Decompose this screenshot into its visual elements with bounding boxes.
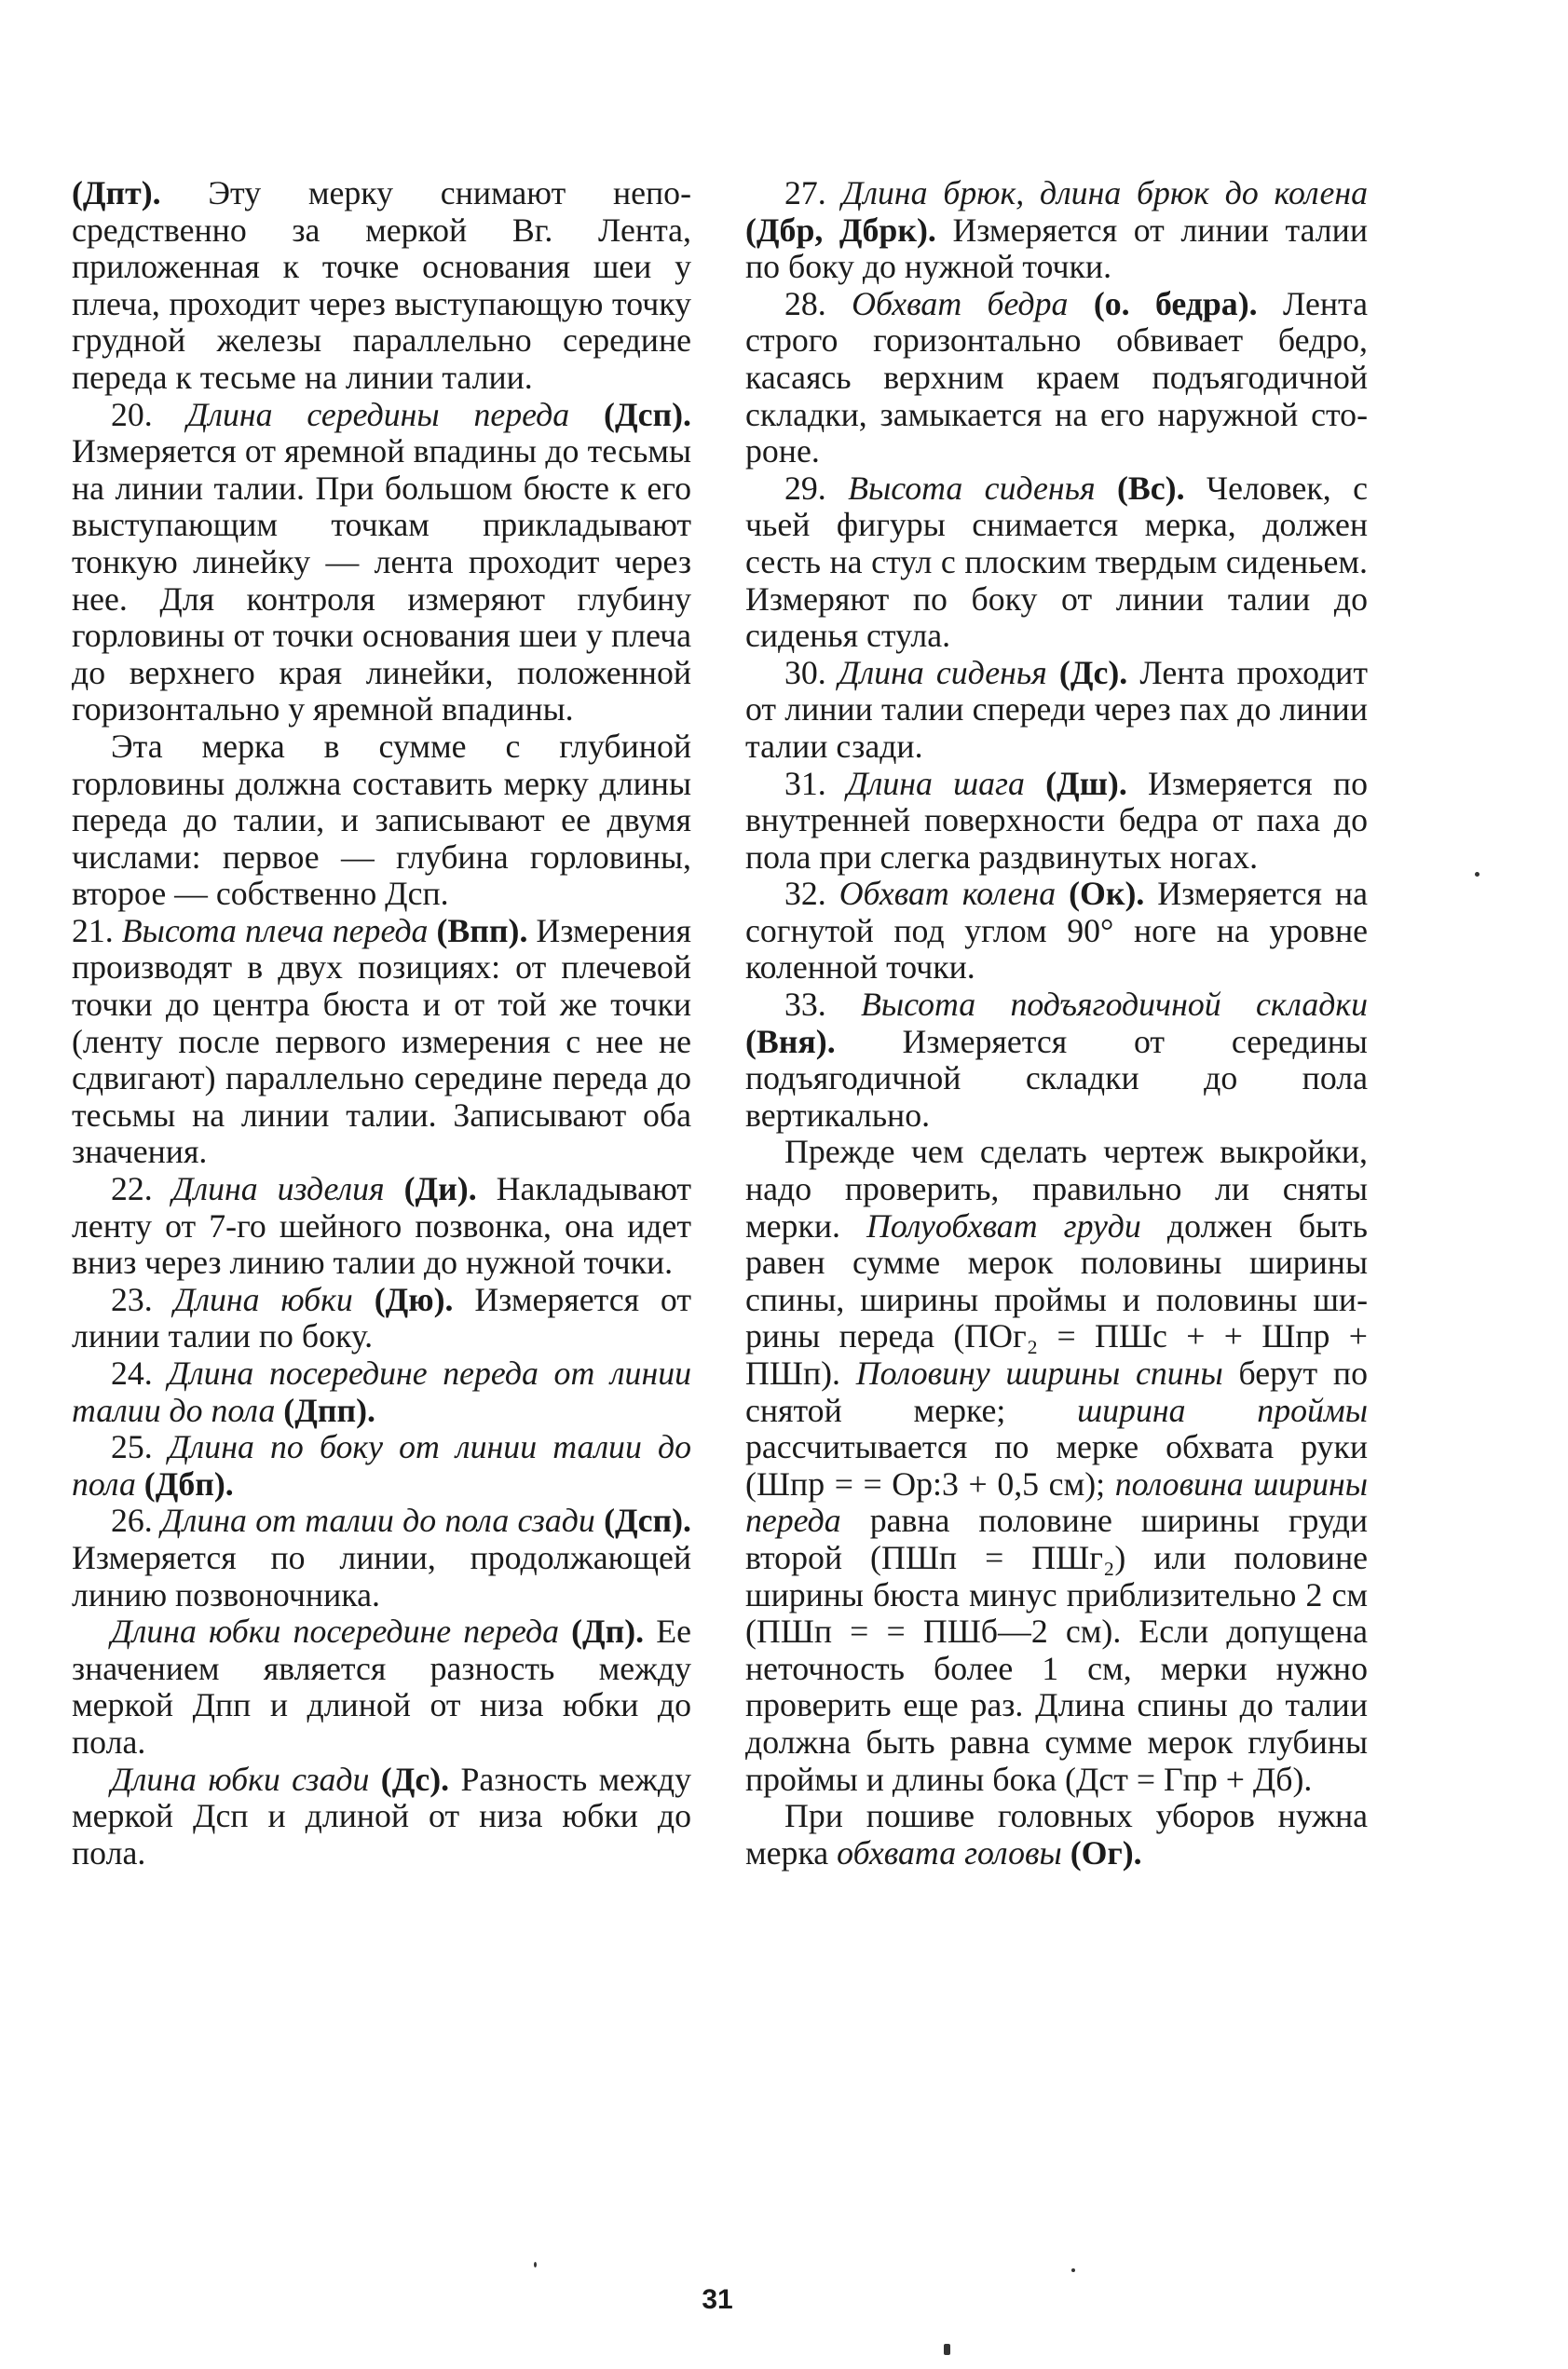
paragraph xyxy=(72,1503,691,1613)
measurement-code: (Ди). xyxy=(384,1170,477,1208)
paragraph xyxy=(745,286,1368,470)
text-run: Измеряется на согнутой под углом 90° ноге на уровне коленной точки. xyxy=(745,875,1368,987)
text-run: Измерения производят в двух позициях: от плечевой точки до центра бюста и от той же точки (ленту после первого измерения с нее не сдвигают) параллельно середине переда до тесьмы на линии талии. Записывают оба значения. xyxy=(72,911,692,1171)
text-run: 28. xyxy=(784,284,852,322)
text-run: Разность между меркой Дсп и длиной от низа юбки до пола. xyxy=(72,1760,691,1872)
right-column xyxy=(745,175,1368,1872)
scan-speck xyxy=(1071,2268,1075,2272)
measurement-term: Длина юбки сзади xyxy=(111,1760,370,1798)
measurement-code: (о. бедра). xyxy=(1068,284,1258,322)
scan-speck xyxy=(534,2262,537,2267)
text-run: 21. xyxy=(72,911,122,949)
text-run: 22. xyxy=(111,1170,172,1208)
text-run: 26. xyxy=(111,1502,162,1540)
measurement-term: обхвата головы xyxy=(837,1833,1062,1872)
measurement-code: (Вс). xyxy=(1095,469,1185,507)
scan-speck xyxy=(944,2344,950,2355)
text-run: Человек, с чьей фигуры снимается мерка, должен сесть на стул с плоским твердым сиденьем. Измеряют по боку от линии талии до сиденья стула. xyxy=(745,469,1369,655)
measurement-term: Высота подъягодичной складки xyxy=(861,986,1368,1024)
text-run: 20. xyxy=(111,395,187,433)
measurement-code: (Ок). xyxy=(1056,875,1145,913)
left-column xyxy=(72,175,691,1872)
measurement-code: (Дс). xyxy=(369,1760,450,1798)
measurement-term: Длина сиденья xyxy=(838,653,1047,691)
text-run: 30. xyxy=(784,653,839,691)
text-run: Измеряется по внутренней поверхности бедра от паха до пола при слегка раздвинутых ногах. xyxy=(745,764,1368,876)
paragraph xyxy=(745,1134,1368,1798)
text-run: рассчитывается по мерке обхвата руки (Шпр = = Ор:3 + 0,5 см); xyxy=(745,1428,1368,1503)
text-run: 24. xyxy=(111,1355,169,1392)
paragraph xyxy=(745,766,1368,877)
paragraph xyxy=(745,175,1368,286)
text-run: Ее значением является разность между меркой Дпп и длиной от низа юбки до пола. xyxy=(72,1613,691,1761)
measurement-code: (Дпт). xyxy=(72,174,161,211)
measurement-code: (Дю). xyxy=(352,1280,454,1318)
measurement-code: (Дп). xyxy=(558,1613,645,1651)
paragraph xyxy=(72,1355,691,1429)
text-run: 25. xyxy=(111,1428,169,1466)
text-run: Измеряется по линии, продолжающей линию позвоночника. xyxy=(72,1538,691,1613)
text-run: 31. xyxy=(784,764,847,802)
measurement-term: Обхват бедра xyxy=(852,284,1069,322)
text-run: Эту мерку снимают непосредственно за меркой Вг. Лента, приложенная к точке основания шеи у плеча, проходит через выступающую точку грудной железы параллельно середине переда к тесьме на линии талии. xyxy=(72,174,691,396)
text-run: Лента строго горизонтально обвивает бедро, касаясь верхним краем подъягодичной складки, замыкается на его наружной стороне. xyxy=(745,284,1368,470)
measurement-term: Длина изделия xyxy=(171,1170,385,1208)
measurement-code: (Дбр, Дбрк). xyxy=(745,211,936,249)
measurement-code: (Вня). xyxy=(745,1022,836,1060)
measurement-term: Длина посередине переда от линии талии до пола xyxy=(72,1355,692,1429)
paragraph xyxy=(745,655,1368,766)
paragraph xyxy=(72,1282,691,1355)
text-run: Измеряется от середины подъягодичной складки до пола вертикально. xyxy=(745,1022,1368,1134)
scan-speck xyxy=(1475,872,1479,877)
paragraph xyxy=(72,1613,691,1761)
paragraph xyxy=(745,470,1368,655)
measurement-code: (Дс). xyxy=(1046,653,1128,691)
text-run: Измеряется от линии талии по боку до нужной точки. xyxy=(745,211,1368,286)
text-run: Измеряется от линии талии по боку. xyxy=(72,1280,691,1355)
measurement-code: (Дпп). xyxy=(275,1391,375,1429)
paragraph xyxy=(745,1798,1368,1872)
text-run: Накладывают ленту от 7-го шейного позвонка, она идет вниз через линию талии до нужной точки. xyxy=(72,1170,691,1282)
measurement-term: Длина шага xyxy=(846,764,1025,802)
measurement-term: Длина середины переда xyxy=(186,395,570,433)
paragraph xyxy=(72,1429,691,1503)
measurement-term: Высота плеча переда xyxy=(121,911,429,949)
paragraph xyxy=(72,175,691,397)
text-run: Лента проходит от линии талии спереди через пах до линии талии сзади. xyxy=(745,653,1368,765)
text-run: 33. xyxy=(784,986,862,1024)
text-run: равна половине ширины груди второй (ПШп = ПШг₂) или половине ширины бюста минус приблизительно 2 см (ПШп = = ПШб—2 см). Если допущена неточность более 1 см, мерки нужно проверить еще раз. Длина спины до талии должна быть равна сумме мерок глубины проймы и длины бока (Дст = Гпр + Дб). xyxy=(745,1502,1368,1798)
paragraph xyxy=(72,1762,691,1872)
paragraph xyxy=(72,728,691,913)
measurement-term: Длина по боку от линии талии до пола xyxy=(72,1428,692,1503)
text-run: 29. xyxy=(784,469,849,507)
measurement-code: (Дш). xyxy=(1024,764,1127,802)
text-run: 23. xyxy=(111,1280,174,1318)
measurement-term: Полуобхват груди xyxy=(866,1206,1141,1245)
paragraph xyxy=(72,397,691,728)
measurement-term: Длина от талии до пола сзади xyxy=(161,1502,595,1540)
text-run: Прежде чем сделать чертеж выкройки, надо проверить, правильно ли сняты мерки. xyxy=(745,1133,1368,1245)
measurement-code: (Дбп). xyxy=(135,1464,234,1503)
text-run: должен быть равен сумме мерок половины ширины спины, ширины проймы и половины ширины переда (ПОг₂ = ПШс + + Шпр + ПШп). xyxy=(745,1206,1368,1392)
text-run: берут по снятой мерке; xyxy=(745,1355,1368,1429)
measurement-code: (Дсп). xyxy=(569,395,691,433)
text-run: Измеряется от яремной впадины до тесьмы на линии талии. При большом бюсте к его выступающим точкам прикладывают тонкую линейку — лента проходит через нее. Для контроля измеряют глубину горловины от точки основания шеи у плеча до верхнего края линейки, положенной горизонтально у яремной впадины. xyxy=(72,432,691,728)
text-run: Эта мерка в сумме с глубиной горловины должна составить мерку длины переда до талии, и записывают ее двумя числами: первое — глубина горловины, второе — собственно Дсп. xyxy=(72,727,691,913)
measurement-term: ширина проймы xyxy=(1077,1391,1368,1429)
page-number: 31 xyxy=(702,2284,733,2315)
measurement-term: Высота сиденья xyxy=(848,469,1096,507)
text-run: 32. xyxy=(784,875,839,913)
measurement-term: половина ширины переда xyxy=(745,1464,1368,1540)
measurement-code: (Дсп). xyxy=(594,1502,691,1540)
paragraph xyxy=(72,1171,691,1282)
measurement-term: Обхват колена xyxy=(839,875,1057,913)
measurement-term: Половину ширины спины xyxy=(855,1355,1223,1392)
measurement-code: (Ог). xyxy=(1061,1833,1142,1872)
paragraph xyxy=(745,876,1368,987)
text-run: 27. xyxy=(784,174,842,211)
measurement-code: (Впп). xyxy=(428,911,528,949)
measurement-term: Длина юбки xyxy=(173,1280,353,1318)
text-run: При пошиве головных уборов нужна мерка xyxy=(745,1797,1368,1872)
paragraph xyxy=(72,913,691,1171)
measurement-term: Длина брюк, длина брюк до колена xyxy=(841,174,1368,211)
measurement-term: Длина юбки посередине переда xyxy=(111,1613,559,1651)
paragraph xyxy=(745,987,1368,1134)
